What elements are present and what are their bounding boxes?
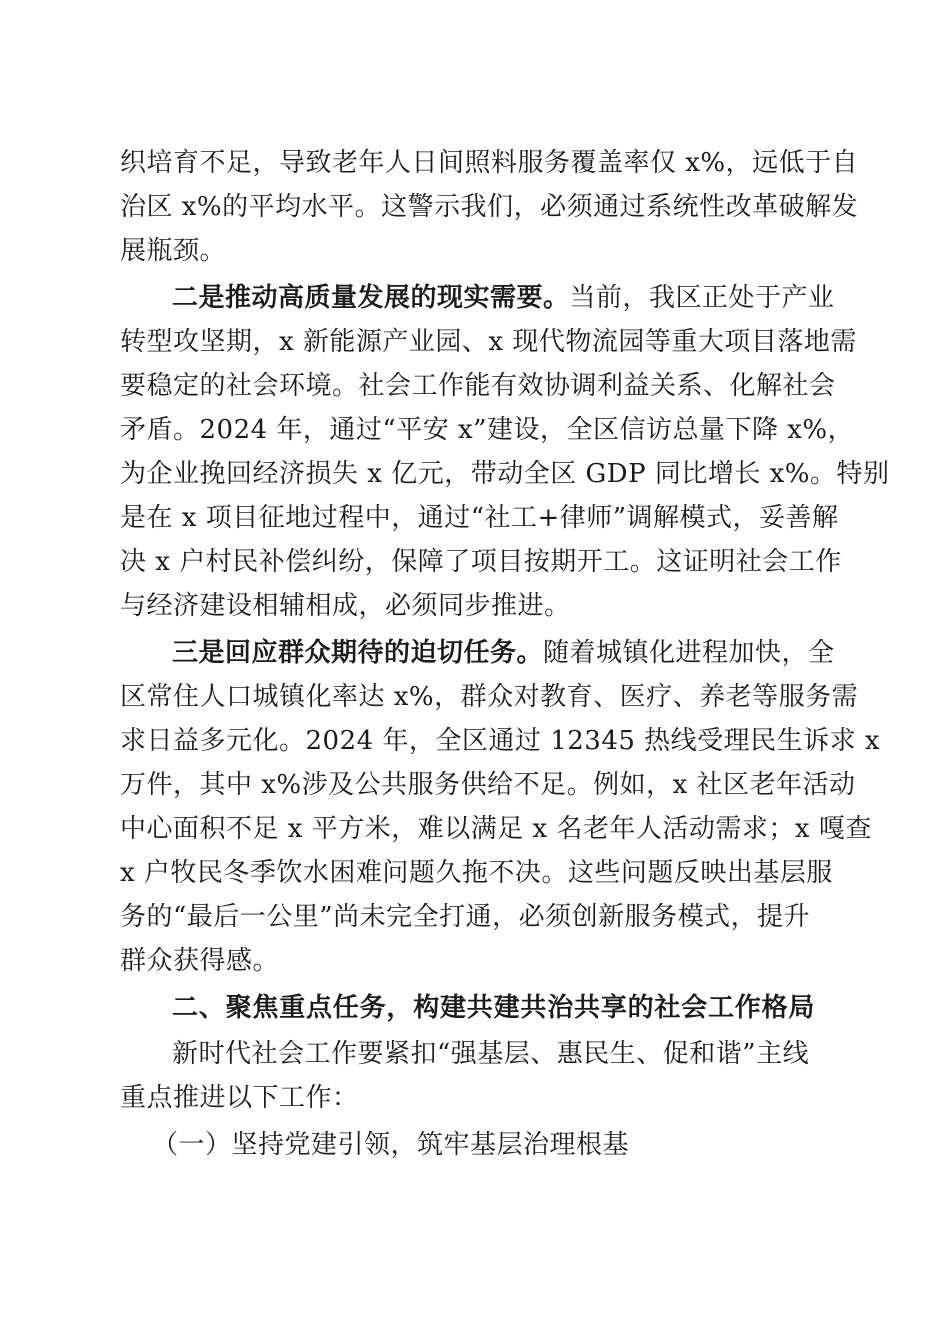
paragraph-line: 是在 x 项目征地过程中，通过“社工+律师”调解模式，妥善解 bbox=[120, 503, 839, 533]
paragraph-line: 求日益多元化。2024 年，全区通过 12345 热线受理民生诉求 x bbox=[120, 726, 881, 756]
subsection-heading: （一）坚持党建引领，筑牢基层治理根基 bbox=[152, 1130, 630, 1160]
paragraph-line: 重点推进以下工作： bbox=[120, 1083, 359, 1113]
paragraph-first-line bbox=[172, 636, 835, 670]
paragraph-line: 转型攻坚期，x 新能源产业园、x 现代物流园等重大项目落地需 bbox=[120, 327, 857, 357]
paragraph-line: 治区 x%的平均水平。这警示我们，必须通过系统性改革破解发 bbox=[120, 192, 859, 222]
paragraph-text: 当前，我区正处于产业 bbox=[569, 283, 835, 313]
paragraph-line: 区常住人口城镇化率达 x%，群众对教育、医疗、养老等服务需 bbox=[120, 682, 859, 712]
paragraph-line: 新时代社会工作要紧扣“强基层、惠民生、促和谐”主线 bbox=[172, 1039, 810, 1069]
paragraph-line: x 户牧民冬季饮水困难问题久拖不决。这些问题反映出基层服 bbox=[120, 858, 833, 888]
paragraph-line: 织培育不足，导致老年人日间照料服务覆盖率仅 x%，远低于自 bbox=[120, 148, 859, 178]
paragraph-line: 矛盾。2024 年，通过“平安 x”建设，全区信访总量下降 x%， bbox=[120, 415, 855, 445]
paragraph-line: 群众获得感。 bbox=[120, 946, 280, 976]
paragraph-line: 中心面积不足 x 平方米，难以满足 x 名老年人活动需求；x 嘎查 bbox=[120, 814, 872, 844]
paragraph-line: 万件，其中 x%涉及公共服务供给不足。例如，x 社区老年活动 bbox=[120, 770, 856, 800]
section-heading: 二、聚焦重点任务，构建共建共治共享的社会工作格局 bbox=[172, 993, 816, 1023]
paragraph-line: 要稳定的社会环境。社会工作能有效协调利益关系、化解社会 bbox=[120, 371, 836, 401]
paragraph-line: 务的“最后一公里”尚未完全打通，必须创新服务模式，提升 bbox=[120, 902, 811, 932]
paragraph-line: 与经济建设相辅相成，必须同步推进。 bbox=[120, 591, 571, 621]
paragraph-line: 决 x 户村民补偿纠纷，保障了项目按期开工。这证明社会工作 bbox=[120, 547, 842, 577]
paragraph-lead: 二是推动高质量发展的现实需要。 bbox=[172, 283, 570, 313]
paragraph-line: 展瓶颈。 bbox=[120, 236, 227, 266]
paragraph-line: 为企业挽回经济损失 x 亿元，带动全区 GDP 同比增长 x%。特别 bbox=[120, 459, 890, 489]
paragraph-first-line bbox=[172, 281, 835, 315]
paragraph-lead: 三是回应群众期待的迫切任务。 bbox=[172, 638, 544, 668]
paragraph-text: 随着城镇化进程加快，全 bbox=[543, 638, 835, 668]
